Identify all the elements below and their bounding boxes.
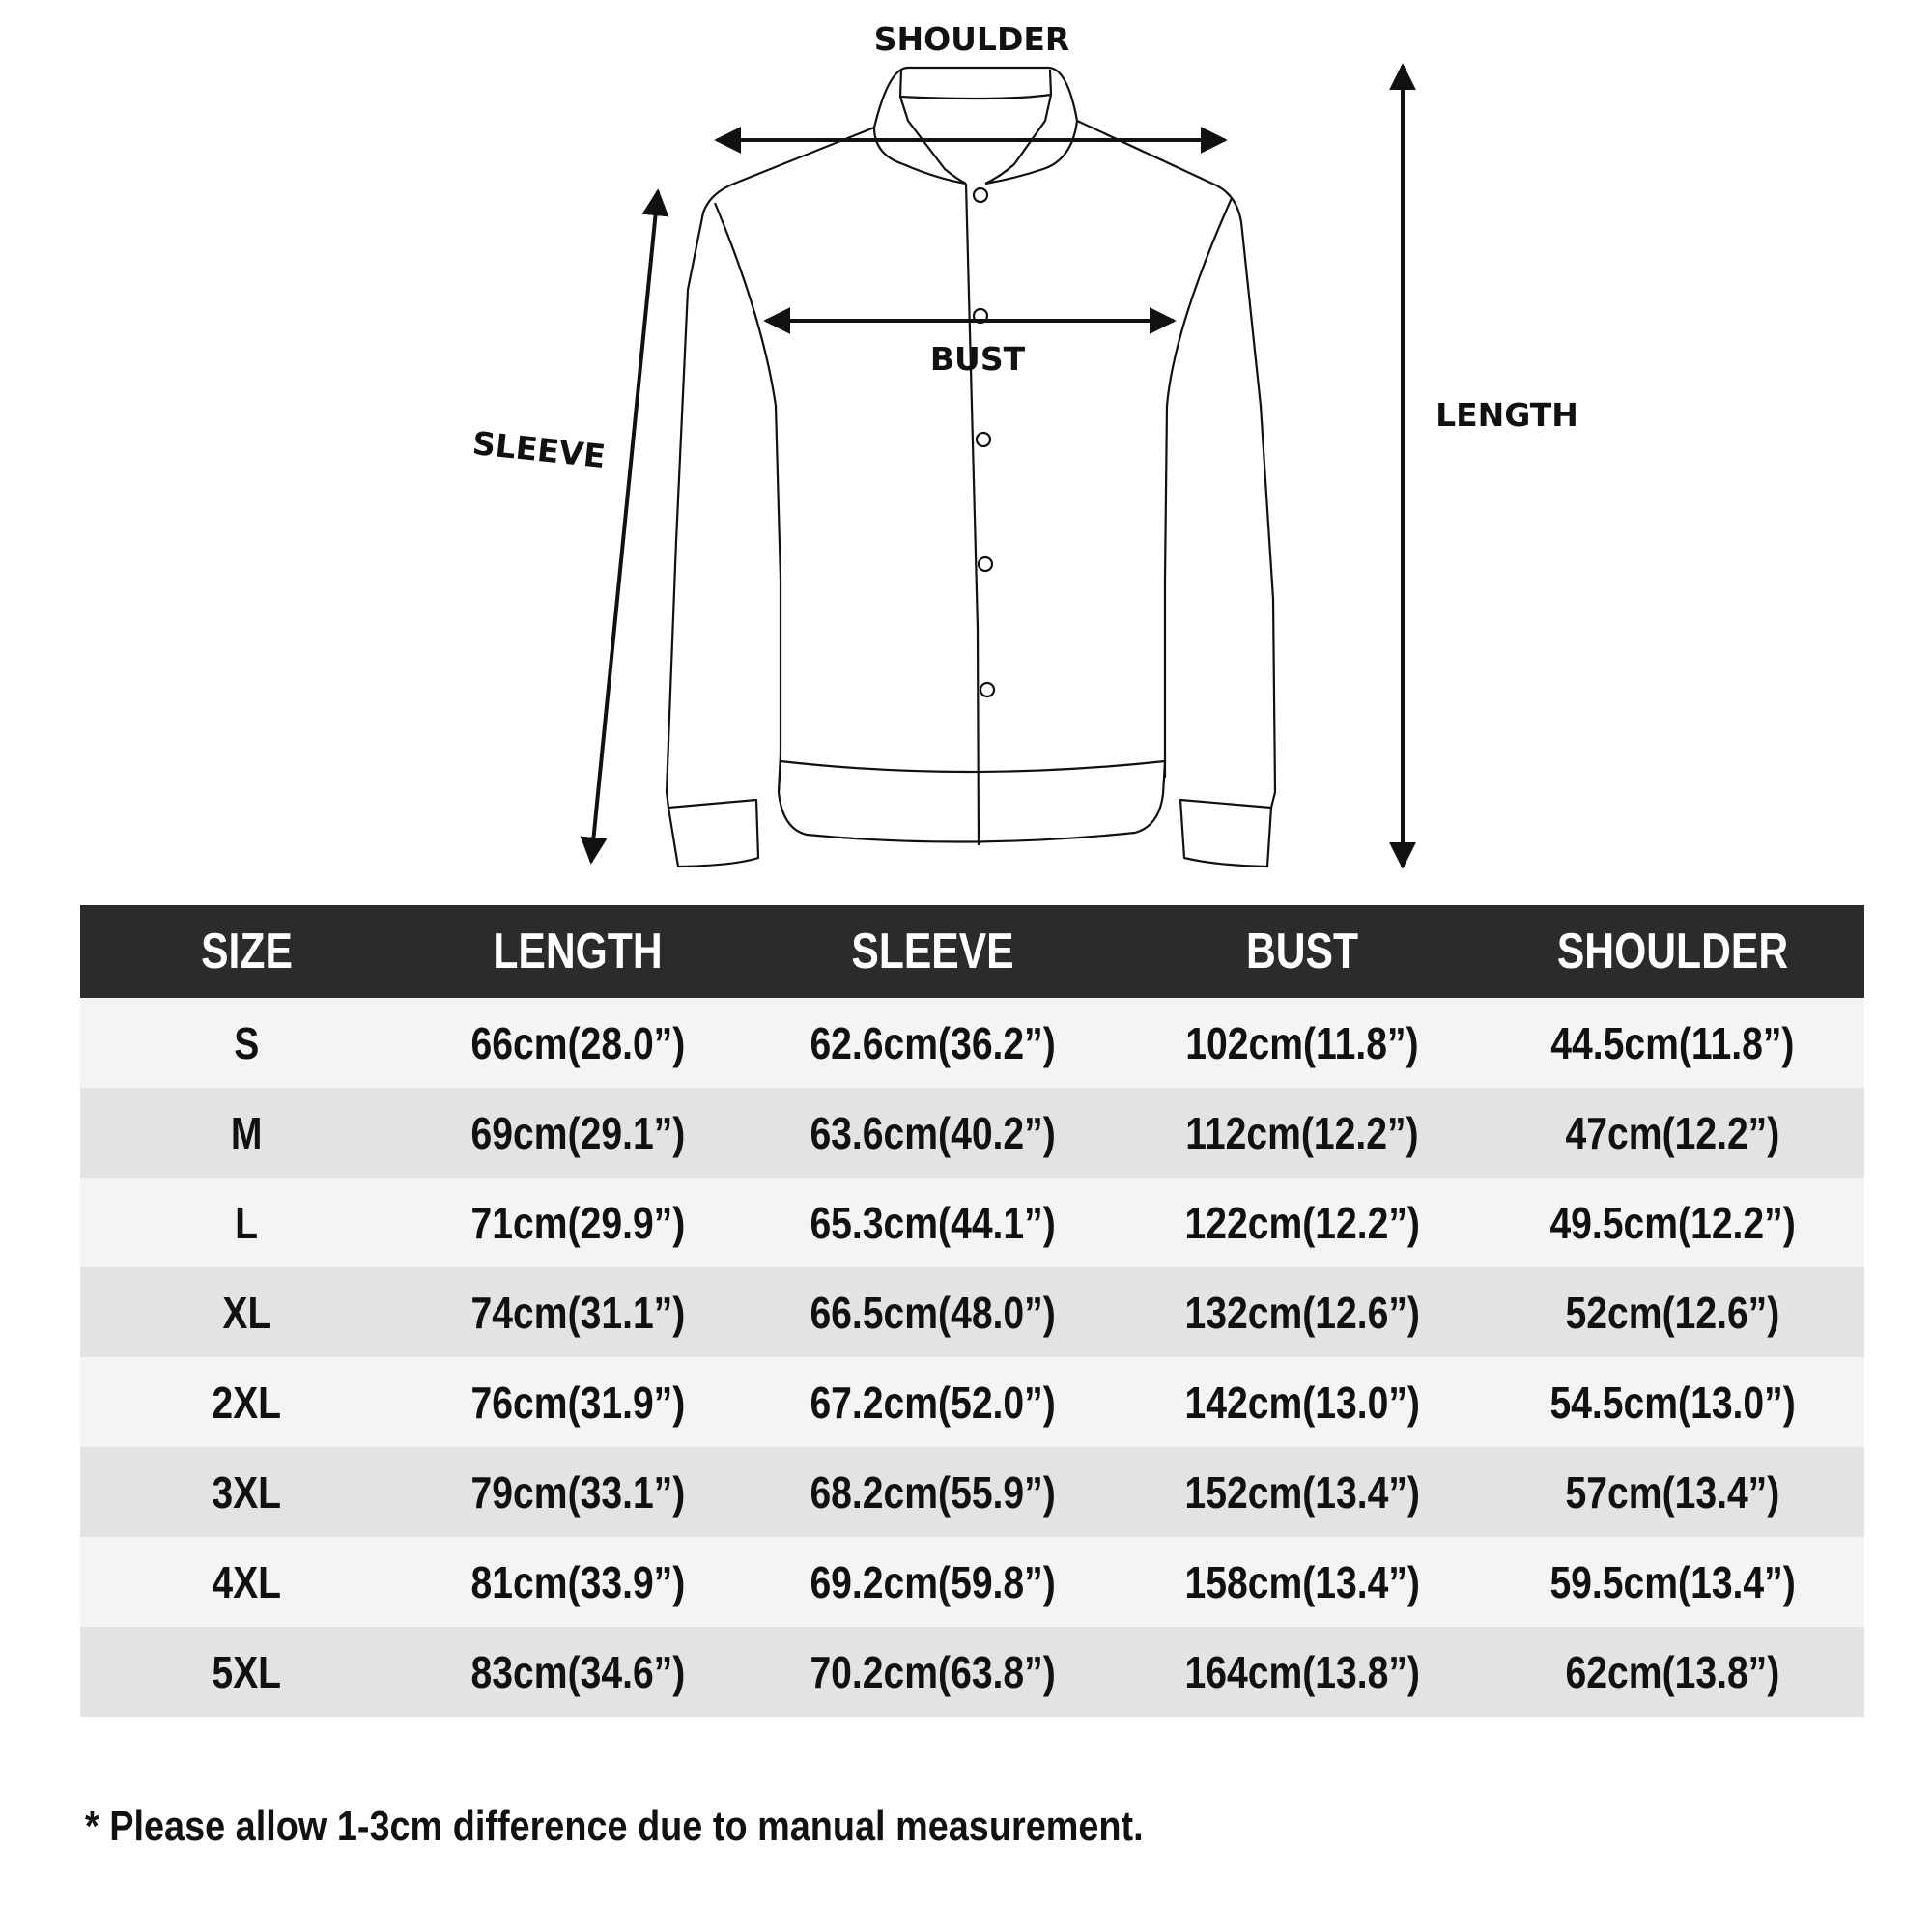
- shoulder-cell: 44.5cm(11.8”): [1550, 1017, 1795, 1068]
- table-header-row: [80, 905, 1864, 998]
- table-row: [80, 1357, 1864, 1447]
- size-cell: L: [235, 1197, 259, 1248]
- table-row: [80, 1178, 1864, 1267]
- size-cell: M: [231, 1107, 263, 1158]
- table-row: [80, 998, 1864, 1088]
- table-row: [80, 1267, 1864, 1357]
- sleeve-cell: 63.6cm(40.2”): [810, 1107, 1056, 1158]
- header-shoulder: SHOULDER: [1556, 923, 1789, 980]
- header-length: LENGTH: [493, 923, 663, 980]
- header-bust: BUST: [1245, 923, 1359, 980]
- bust-cell: 152cm(13.4”): [1184, 1466, 1420, 1518]
- measurement-note: * Please allow 1-3cm difference due to manual measurement.: [85, 1803, 1144, 1850]
- size-cell: S: [234, 1017, 260, 1068]
- shoulder-cell: 49.5cm(12.2”): [1549, 1197, 1796, 1248]
- header-sleeve: SLEEVE: [851, 923, 1014, 980]
- size-cell: XL: [222, 1287, 271, 1338]
- length-cell: 74cm(31.1”): [470, 1287, 685, 1338]
- table-row: [80, 1537, 1864, 1627]
- sleeve-cell: 65.3cm(44.1”): [810, 1197, 1056, 1248]
- sleeve-cell: 66.5cm(48.0”): [810, 1287, 1056, 1338]
- size-cell: 3XL: [212, 1466, 282, 1518]
- length-label: LENGTH: [1435, 396, 1578, 434]
- size-cell: 2XL: [212, 1377, 282, 1428]
- size-cell: 4XL: [212, 1556, 282, 1607]
- bust-cell: 164cm(13.8”): [1184, 1646, 1420, 1697]
- bust-cell: 122cm(12.2”): [1184, 1197, 1420, 1248]
- shoulder-cell: 47cm(12.2”): [1565, 1107, 1780, 1158]
- length-cell: 76cm(31.9”): [470, 1377, 685, 1428]
- sleeve-cell: 70.2cm(63.8”): [810, 1646, 1056, 1697]
- shoulder-cell: 52cm(12.6”): [1565, 1287, 1780, 1338]
- size-chart-table: [80, 905, 1864, 1717]
- table-row: [80, 1627, 1864, 1717]
- shoulder-cell: 59.5cm(13.4”): [1549, 1556, 1796, 1607]
- sleeve-cell: 68.2cm(55.9”): [810, 1466, 1056, 1518]
- table-row: [80, 1447, 1864, 1537]
- shoulder-cell: 54.5cm(13.0”): [1549, 1377, 1796, 1428]
- length-cell: 71cm(29.9”): [470, 1197, 685, 1248]
- sleeve-cell: 67.2cm(52.0”): [810, 1377, 1056, 1428]
- sleeve-cell: 69.2cm(59.8”): [810, 1556, 1056, 1607]
- shoulder-cell: 62cm(13.8”): [1565, 1646, 1780, 1697]
- length-cell: 79cm(33.1”): [470, 1466, 685, 1518]
- bust-cell: 142cm(13.0”): [1184, 1377, 1420, 1428]
- length-cell: 81cm(33.9”): [470, 1556, 685, 1607]
- bust-cell: 102cm(11.8”): [1185, 1017, 1419, 1068]
- bust-cell: 112cm(12.2”): [1185, 1107, 1419, 1158]
- length-cell: 69cm(29.1”): [470, 1107, 685, 1158]
- sleeve-label: SLEEVE: [470, 423, 608, 476]
- bust-cell: 132cm(12.6”): [1184, 1287, 1420, 1338]
- jacket-outline: [667, 68, 1275, 867]
- header-size: SIZE: [201, 923, 293, 980]
- length-cell: 83cm(34.6”): [470, 1646, 685, 1697]
- shoulder-label: SHOULDER: [873, 20, 1070, 58]
- size-cell: 5XL: [212, 1646, 282, 1697]
- sleeve-arrow: [591, 191, 658, 862]
- table-row: [80, 1088, 1864, 1178]
- bust-label: BUST: [929, 340, 1026, 378]
- bust-cell: 158cm(13.4”): [1184, 1556, 1420, 1607]
- length-cell: 66cm(28.0”): [470, 1017, 685, 1068]
- jacket-measurement-diagram: [0, 0, 1932, 889]
- shoulder-cell: 57cm(13.4”): [1565, 1466, 1780, 1518]
- sleeve-cell: 62.6cm(36.2”): [810, 1017, 1056, 1068]
